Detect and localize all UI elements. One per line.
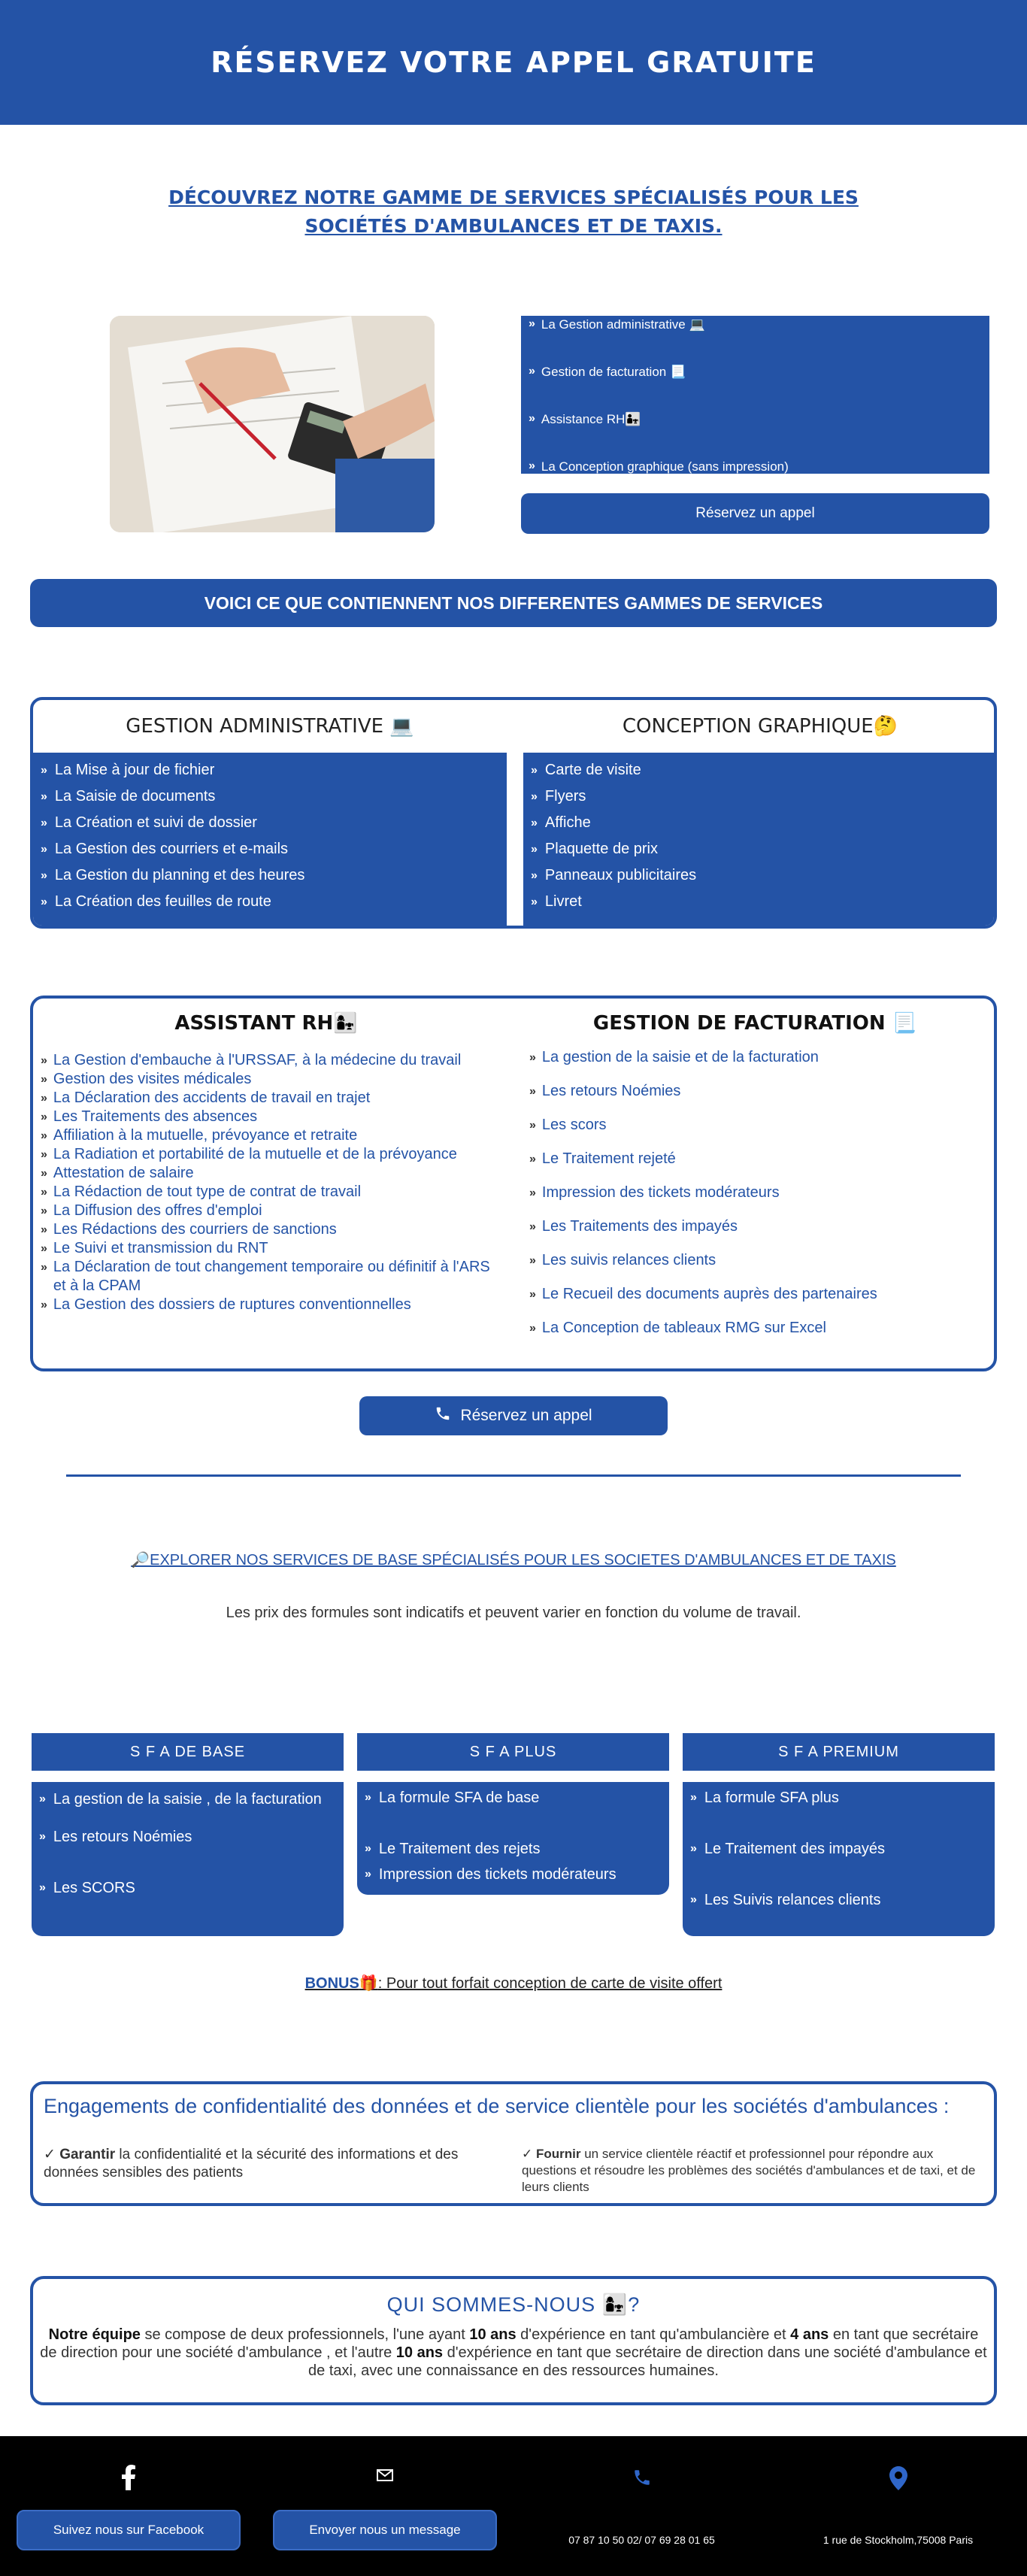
envelope-icon[interactable] [256,2469,513,2481]
map-pin-icon[interactable] [770,2466,1026,2490]
list-item: » Affiche [531,814,591,831]
services-contents-banner: VOICI CE QUE CONTIENNENT NOS DIFFERENTES GAMMES DE SERVICES [30,579,997,627]
list-item: » La Déclaration de tout changement temporaire ou définitif à l'ARS et à la CPAM [41,1259,490,1294]
chevron-right-icon: » [531,895,538,908]
chevron-right-icon: » [41,1129,47,1142]
chevron-right-icon: » [41,842,47,856]
intro [115,183,912,241]
admin-graphic-card [30,697,997,929]
list-item: » Panneaux publicitaires [531,867,697,883]
chevron-right-icon: » [39,1881,46,1894]
chevron-right-icon: » [41,1148,47,1161]
chevron-right-icon: » [41,1205,47,1217]
list-item: » La Gestion des courriers et e-mails [41,841,289,857]
phone-icon[interactable] [514,2468,770,2487]
bonus-label: BONUS [304,1975,359,1992]
chevron-right-icon: » [529,1051,536,1064]
bonus-text: : Pour tout forfait conception de carte de visite offert [377,1975,723,1992]
book-call-phone-button[interactable] [359,1396,668,1435]
admin-list [33,753,507,926]
billing-title: GESTION DE FACTURATION 📃 [592,1012,917,1035]
book-call-label: Réservez un appel [460,1407,592,1424]
list-item: » Gestion des visites médicales [41,1071,252,1087]
list-item: » La gestion de la saisie , de la facturation [39,1787,336,1812]
services-list [521,316,989,474]
chevron-right-icon: » [531,842,538,856]
rh-billing-card [30,996,997,1371]
chevron-right-icon: » [529,1119,536,1132]
chevron-right-icon: » [41,1223,47,1236]
footer-facebook [0,2436,256,2576]
graphic-title: CONCEPTION GRAPHIQUE🤔 [622,715,898,738]
service-text: ✓ Fournir un service clientèle réactif et professionnel pour répondre aux questions et résoudre les problèmes des sociétés d'ambulances et de taxi, et de leurs clients [522,2147,976,2194]
check-icon: ✓ [522,2147,533,2161]
chevron-right-icon: » [531,816,538,829]
list-item: » Les suivis relances clients [529,1251,980,1285]
list-item: » La Création et suivi de dossier [41,814,257,831]
bonus-note[interactable] [0,1974,1027,1993]
list-item: » La Gestion d'embauche à l'URSSAF, à la médecine du travail [41,1052,462,1068]
chevron-right-icon: » [531,868,538,882]
footer-address [770,2436,1026,2576]
chevron-right-icon: » [529,459,535,472]
list-item: » Plaquette de prix [531,841,659,857]
chevron-right-icon: » [531,763,538,777]
chevron-right-icon: » [365,1842,371,1855]
plan-features [32,1782,344,1936]
chevron-right-icon: » [41,1073,47,1086]
admin-column [33,700,507,926]
list-item: » Livret [531,893,582,910]
book-call-button[interactable]: Réservez un appel [521,493,989,534]
chevron-right-icon: » [529,1085,536,1098]
guarantee-text: ✓ Garantir la confidentialité et la sécurité des informations et des données sensibles des patients [44,2147,459,2181]
admin-title: GESTION ADMINISTRATIVE 💻 [126,715,414,738]
about-card [30,2276,997,2405]
list-item: » La formule SFA de base [365,1785,662,1811]
address-text: 1 rue de Stockholm,75008 Paris [823,2534,974,2546]
list-item: » Les Traitements des absences [41,1108,258,1125]
list-item: » Le Traitement des rejets [365,1836,662,1862]
graphic-column [523,700,997,926]
rh-column [41,1012,492,1314]
chevron-right-icon: » [41,1242,47,1255]
check-icon: ✓ [44,2147,56,2162]
chevron-right-icon: » [39,1793,46,1805]
footer-phone [514,2436,770,2576]
gift-icon: 🎁 [359,1975,378,1992]
chevron-right-icon: » [529,365,535,377]
accounting-photo [110,316,435,532]
service-item[interactable]: » Gestion de facturation 📃 [529,365,686,379]
service-item[interactable]: » La Gestion administrative 💻 [529,317,705,332]
about-title: QUI SOMMES-NOUS 👩‍👧? [386,2293,641,2316]
list-item: » La Saisie de documents [41,788,216,805]
list-item: » Impression des tickets modérateurs [365,1862,662,1887]
explore-services-link[interactable]: 🔎EXPLORER NOS SERVICES DE BASE SPÉCIALISÉS POUR LES SOCIETES D'AMBULANCES ET DE TAXIS [131,1552,896,1568]
chevron-right-icon: » [690,1842,697,1855]
service-item[interactable]: » La Conception graphique (sans impression) [529,459,789,474]
list-item: » Impression des tickets modérateurs [529,1183,980,1217]
phone-icon [435,1405,451,1426]
chevron-right-icon: » [41,868,47,882]
chevron-right-icon: » [41,816,47,829]
phone-number: 07 87 10 50 02/ 07 69 28 01 65 [568,2534,715,2546]
footer [0,2436,1027,2576]
chevron-right-icon: » [41,1186,47,1199]
chevron-right-icon: » [690,1791,697,1804]
chevron-right-icon: » [41,789,47,803]
message-button[interactable]: Envoyer nous un message [273,2510,497,2550]
chevron-right-icon: » [529,412,535,425]
chevron-right-icon: » [41,1167,47,1180]
price-note: Les prix des formules sont indicatifs et peuvent varier en fonction du volume de travail. [226,1605,801,1621]
divider [66,1474,961,1477]
plan-features [357,1782,669,1895]
chevron-right-icon: » [529,1254,536,1267]
intro-link[interactable]: DÉCOUVREZ NOTRE GAMME DE SERVICES SPÉCIALISÉS POUR LES SOCIÉTÉS D'AMBULANCES ET DE TAXIS. [168,186,859,237]
list-item: » La formule SFA plus [690,1785,987,1811]
chevron-right-icon: » [529,1322,536,1335]
list-item: » Les Rédactions des courriers de sanctions [41,1221,337,1238]
footer-message [256,2436,513,2576]
list-item: » La Mise à jour de fichier [41,762,215,778]
confidentiality-card [30,2081,997,2206]
list-item: » Les retours Noémies [39,1824,336,1850]
chevron-right-icon: » [531,789,538,803]
chevron-right-icon: » [41,1299,47,1311]
list-item: » Les retours Noémies [529,1082,980,1116]
chevron-right-icon: » [41,1261,47,1274]
facebook-button[interactable]: Suivez nous sur Facebook [17,2510,241,2550]
list-item: » Les Suivis relances clients [690,1887,987,1913]
chevron-right-icon: » [365,1791,371,1804]
list-item: » Les Traitements des impayés [529,1217,980,1251]
graphic-list [523,753,997,926]
plan-plus [357,1733,669,1895]
list-item: » La gestion de la saisie et de la facturation [529,1048,980,1082]
billing-list [529,1048,980,1353]
list-item: » La Diffusion des offres d'emploi [41,1202,262,1219]
list-item: » Le Traitement des impayés [690,1836,987,1862]
chevron-right-icon: » [365,1868,371,1880]
list-item: » Le Suivi et transmission du RNT [41,1240,268,1256]
list-item: » Affiliation à la mutuelle, prévoyance et retraite [41,1127,358,1144]
list-item: » La Rédaction de tout type de contrat de travail [41,1183,362,1200]
list-item: » La Radiation et portabilité de la mutuelle et de la prévoyance [41,1146,457,1162]
chevron-right-icon: » [529,1288,536,1301]
chevron-right-icon: » [41,1092,47,1105]
plan-title: S F A DE BASE [32,1733,344,1771]
plan-premium [683,1733,995,1936]
list-item: » La Gestion du planning et des heures [41,867,305,883]
plan-title: S F A PREMIUM [683,1733,995,1771]
list-item: » La Gestion des dossiers de ruptures conventionnelles [41,1296,411,1313]
chevron-right-icon: » [41,1054,47,1067]
plan-features [683,1782,995,1936]
list-item: » Carte de visite [531,762,641,778]
chevron-right-icon: » [529,1186,536,1199]
list-item: » Flyers [531,788,586,805]
chevron-right-icon: » [690,1893,697,1906]
billing-column [529,1012,980,1353]
list-item: » Le Recueil des documents auprès des partenaires [529,1285,980,1319]
chevron-right-icon: » [41,1111,47,1123]
chevron-right-icon: » [41,895,47,908]
rh-title: ASSISTANT RH👩‍👧 [174,1012,358,1035]
plan-title: S F A PLUS [357,1733,669,1771]
list-item: » Le Traitement rejeté [529,1150,980,1183]
rh-list [41,1051,492,1314]
hero-banner [0,0,1027,125]
about-text: Notre équipe se compose de deux professionnels, l'une ayant 10 ans d'expérience en tant qu'ambulancière et 4 ans en tant que secrétaire de direction pour une société d'ambulance , et l'autre 10 ans d'expérience en tant que secrétaire de direction dans une société d'ambulance et de taxi, avec une connaissance en des ressources humaines. [40,2326,987,2379]
chevron-right-icon: » [41,763,47,777]
facebook-icon[interactable] [0,2465,256,2490]
plan-basic [32,1733,344,1936]
list-item: » La Déclaration des accidents de travail en trajet [41,1089,371,1106]
list-item: » Les SCORS [39,1875,336,1901]
chevron-right-icon: » [529,317,535,330]
list-item: » La Création des feuilles de route [41,893,271,910]
services-overview [0,241,1027,526]
hero-title: RÉSERVEZ VOTRE APPEL GRATUITE [211,46,816,79]
service-item[interactable]: » Assistance RH👨‍👧 [529,412,641,426]
chevron-right-icon: » [529,1220,536,1233]
list-item: » La Conception de tableaux RMG sur Excel [529,1319,980,1353]
chevron-right-icon: » [529,1153,536,1165]
list-item: » Attestation de salaire [41,1165,194,1181]
confidentiality-title: Engagements de confidentialité des données et de service clientèle pour les sociétés d'ambulances : [44,2095,950,2117]
list-item: » Les scors [529,1116,980,1150]
chevron-right-icon: » [39,1830,46,1843]
